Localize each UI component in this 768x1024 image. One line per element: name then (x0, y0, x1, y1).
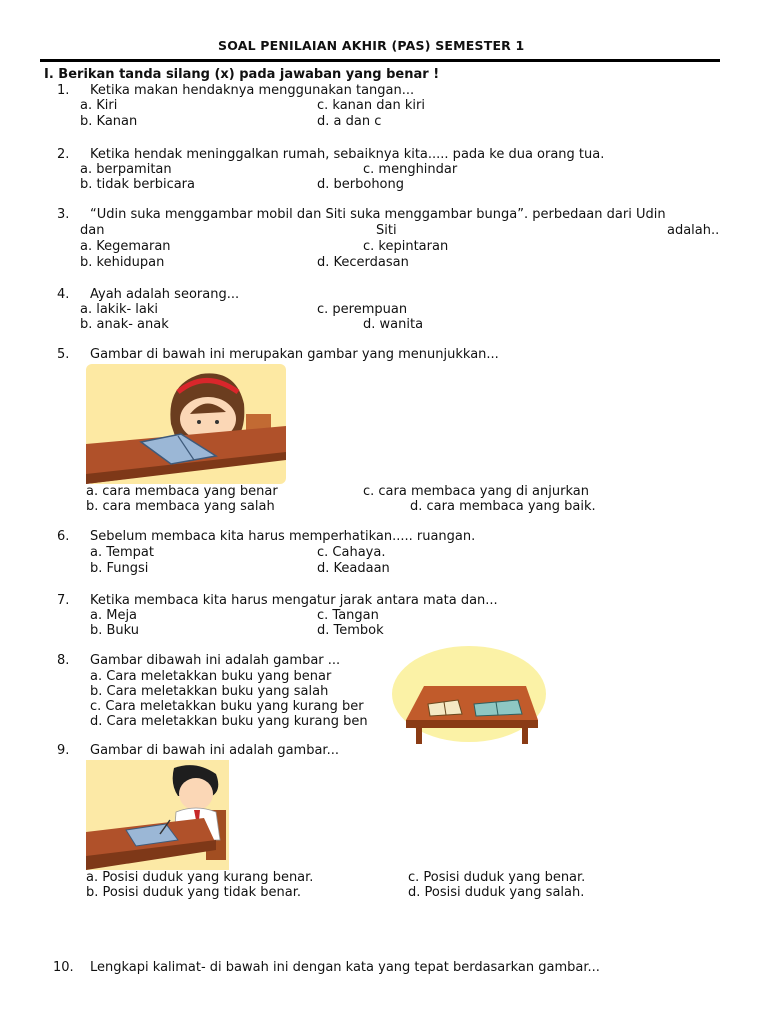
question-6-text: Sebelum membaca kita harus memperhatikan..... ruangan. (90, 529, 476, 544)
question-3-text-dan: dan (80, 223, 105, 238)
q6-option-c: c. Cahaya. (317, 545, 386, 560)
question-6-number: 6. (57, 529, 70, 544)
q4-option-c: c. perempuan (317, 302, 408, 317)
header-divider (40, 59, 720, 62)
q3-option-c: c. kepintaran (363, 239, 449, 254)
q7-option-c: c. Tangan (317, 608, 379, 623)
question-7-text: Ketika membaca kita harus mengatur jarak antara mata dan... (90, 593, 498, 608)
q8-option-a: a. Cara meletakkan buku yang benar (90, 669, 332, 684)
question-4-number: 4. (57, 287, 70, 302)
question-8-text: Gambar dibawah ini adalah gambar ... (90, 653, 341, 668)
q2-option-a: a. berpamitan (80, 162, 172, 177)
q2-option-d: d. berbohong (317, 177, 405, 192)
question-3-text: “Udin suka menggambar mobil dan Siti suka menggambar bunga”. perbedaan dari Udin (90, 207, 666, 222)
q5-option-c: c. cara membaca yang di anjurkan (363, 484, 589, 499)
question-3-number: 3. (57, 207, 70, 222)
q4-option-b: b. anak- anak (80, 317, 169, 332)
q8-option-c: c. Cara meletakkan buku yang kurang ber (90, 699, 364, 714)
section-title: I. Berikan tanda silang (x) pada jawaban yang benar ! (44, 67, 440, 82)
q3-option-b: b. kehidupan (80, 255, 165, 270)
question-5-number: 5. (57, 347, 70, 362)
q1-option-c: c. kanan dan kiri (317, 98, 425, 113)
q3-option-a: a. Kegemaran (80, 239, 171, 254)
question-9-number: 9. (57, 743, 70, 758)
q3-option-d: d. Kecerdasan (317, 255, 409, 270)
question-4-text: Ayah adalah seorang... (90, 287, 240, 302)
q9-option-a: a. Posisi duduk yang kurang benar. (86, 870, 314, 885)
q9-option-d: d. Posisi duduk yang salah. (408, 885, 585, 900)
q8-option-b: b. Cara meletakkan buku yang salah (90, 684, 329, 699)
question-1-number: 1. (57, 83, 70, 98)
girl-reading-illustration (86, 364, 286, 484)
question-2-text: Ketika hendak meninggalkan rumah, sebaiknya kita..... pada ke dua orang tua. (90, 147, 605, 162)
question-3-text-siti: Siti (376, 223, 397, 238)
question-5-text: Gambar di bawah ini merupakan gambar yang menunjukkan... (90, 347, 499, 362)
q2-option-c: c. menghindar (363, 162, 458, 177)
books-on-table-illustration (392, 646, 546, 746)
q2-option-b: b. tidak berbicara (80, 177, 195, 192)
q9-option-b: b. Posisi duduk yang tidak benar. (86, 885, 302, 900)
question-7-number: 7. (57, 593, 70, 608)
q5-option-a: a. cara membaca yang benar (86, 484, 278, 499)
q5-option-b: b. cara membaca yang salah (86, 499, 275, 514)
q6-option-b: b. Fungsi (90, 561, 149, 576)
page-title: SOAL PENILAIAN AKHIR (PAS) SEMESTER 1 (218, 38, 525, 53)
q1-option-d: d. a dan c (317, 114, 382, 129)
question-1-text: Ketika makan hendaknya menggunakan tangan... (90, 83, 415, 98)
question-9-text: Gambar di bawah ini adalah gambar... (90, 743, 339, 758)
q7-option-a: a. Meja (90, 608, 138, 623)
q1-option-a: a. Kiri (80, 98, 118, 113)
q4-option-d: d. wanita (363, 317, 424, 332)
q6-option-d: d. Keadaan (317, 561, 390, 576)
question-3-text-adalah: adalah.. (667, 223, 720, 238)
q4-option-a: a. lakik- laki (80, 302, 159, 317)
q7-option-b: b. Buku (90, 623, 140, 638)
q6-option-a: a. Tempat (90, 545, 154, 560)
question-10-text: Lengkapi kalimat- di bawah ini dengan kata yang tepat berdasarkan gambar... (90, 960, 600, 975)
boy-writing-illustration (86, 760, 229, 870)
q9-option-c: c. Posisi duduk yang benar. (408, 870, 586, 885)
q7-option-d: d. Tembok (317, 623, 384, 638)
question-8-number: 8. (57, 653, 70, 668)
q1-option-b: b. Kanan (80, 114, 138, 129)
q8-option-d: d. Cara meletakkan buku yang kurang ben (90, 714, 368, 729)
q5-option-d: d. cara membaca yang baik. (410, 499, 596, 514)
question-10-number: 10. (53, 960, 74, 975)
question-2-number: 2. (57, 147, 70, 162)
